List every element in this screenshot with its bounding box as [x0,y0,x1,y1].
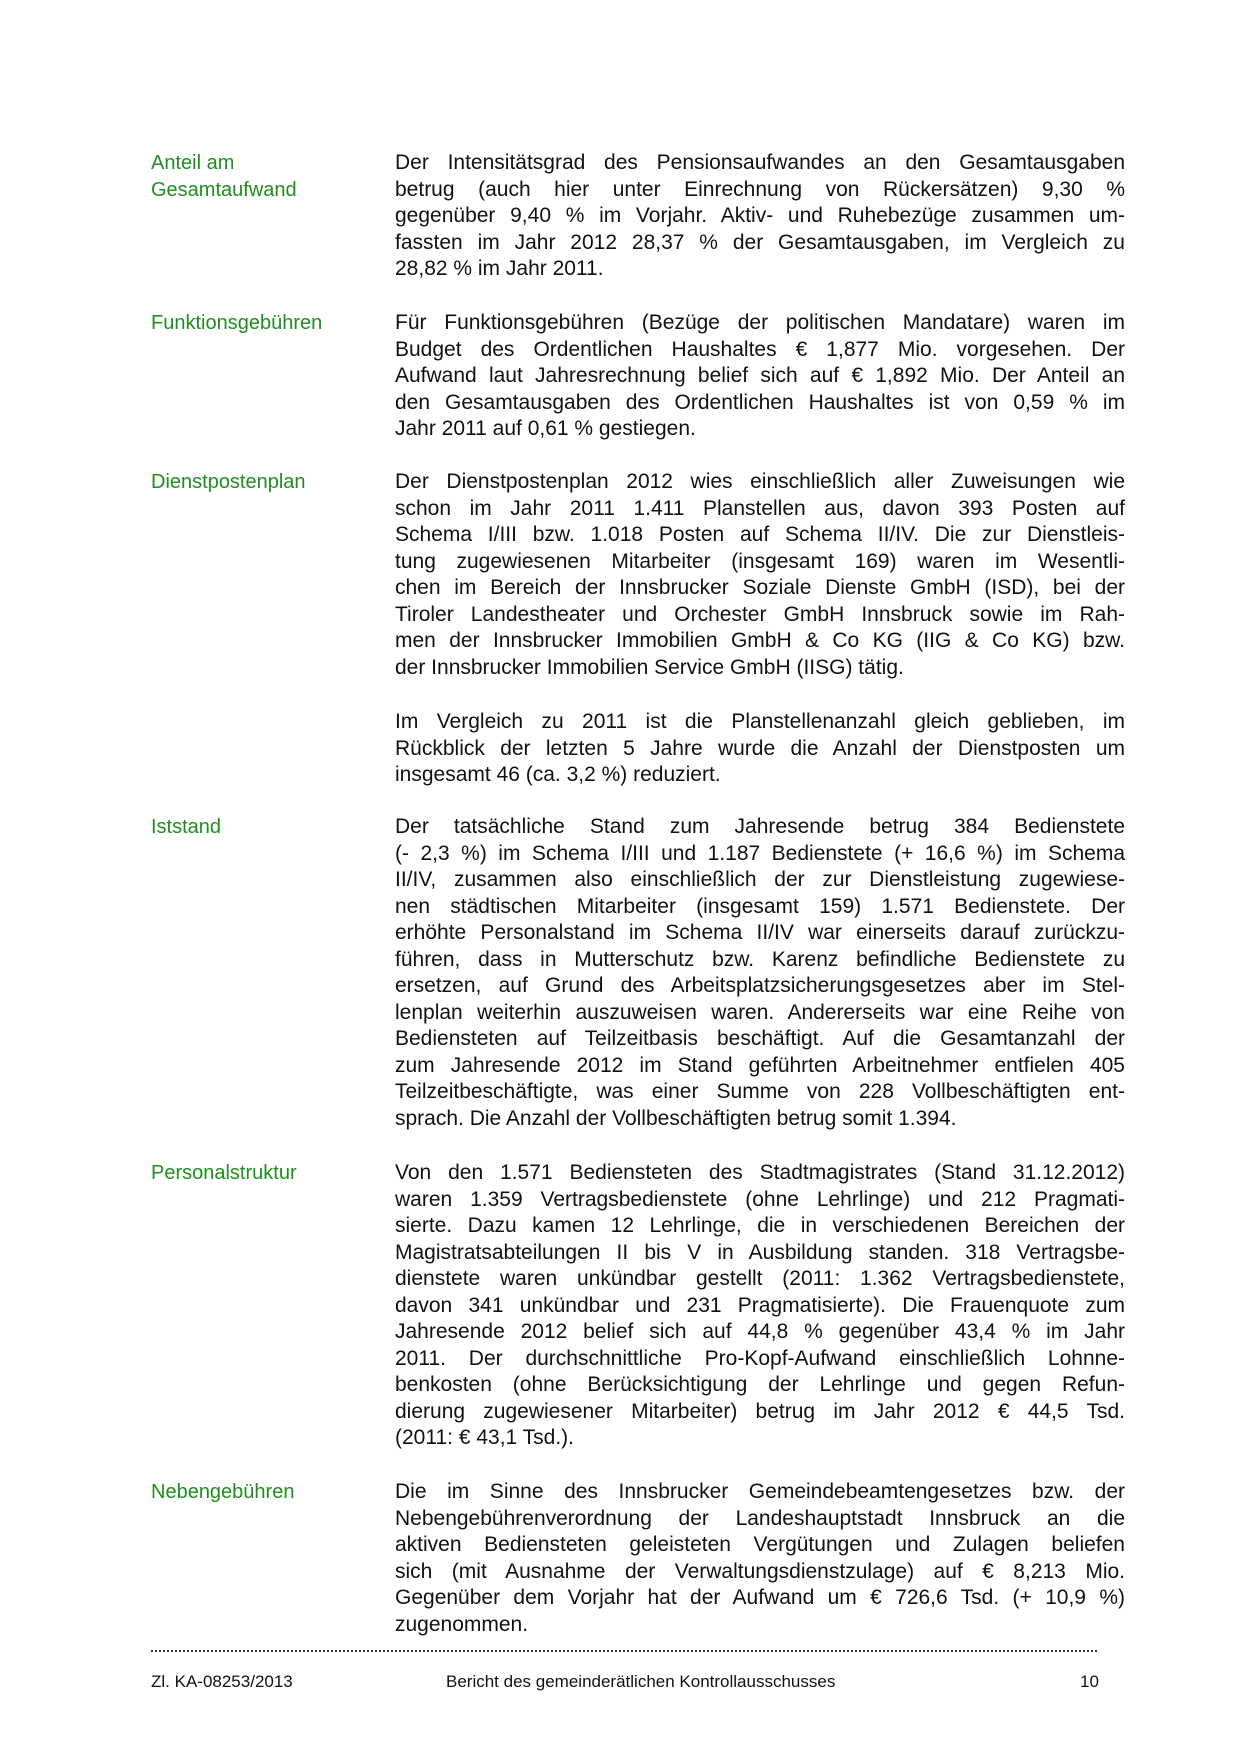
section-label-line: Dienstpostenplan [151,471,306,493]
paragraph-line: sierte. Dazu kamen 12 Lehrlinge, die in verschiedenen Bereichen der [395,1214,1125,1237]
paragraph-line: dienstete waren unkündbar gestellt (2011: 1.362 Vertragsbedienstete, [395,1267,1125,1290]
section-paragraph [395,709,1125,789]
paragraph-line: zugenommen. [395,1612,529,1636]
paragraph-line: tung zugewiesenen Mitarbeiter (insgesamt 169) waren im Wesentli- [395,549,1125,573]
paragraph-line: Für Funktionsgebühren (Bezüge der politischen Mandatare) waren im [395,311,1125,334]
paragraph-line: davon 341 unkündbar und 231 Pragmatisierte). Die Frauenquote zum [395,1293,1125,1317]
paragraph-line: Der tatsächliche Stand zum Jahresende betrug 384 Bedienstete [395,815,1125,838]
paragraph-line: Budget des Ordentlichen Haushaltes € 1,877 Mio. vorgesehen. Der [395,337,1125,361]
paragraph-line: Tiroler Landestheater und Orchester GmbH Innsbruck sowie im Rah- [395,602,1125,626]
section-label [151,1479,371,1506]
paragraph-line: Jahresende 2012 belief sich auf 44,8 % gegenüber 43,4 % im Jahr [395,1320,1125,1343]
section-paragraph [395,814,1125,1132]
paragraph-line: erhöhte Personalstand im Schema II/IV war einerseits darauf zurückzu- [395,921,1125,944]
paragraph-line: Die im Sinne des Innsbrucker Gemeindebeamtengesetzes bzw. der [395,1480,1125,1503]
paragraph-line: Aufwand laut Jahresrechnung belief sich auf € 1,892 Mio. Der Anteil an [395,364,1125,387]
paragraph-line: lenplan weiterhin auszuweisen waren. Andererseits war eine Reihe von [395,1000,1125,1024]
paragraph-line: Teilzeitbeschäftigte, was einer Summe von 228 Vollbeschäftigten ent- [395,1080,1125,1103]
footer-divider [151,1650,1097,1652]
paragraph-line: benkosten (ohne Berücksichtigung der Lehrlinge und gegen Refun- [395,1373,1125,1396]
paragraph-line: ersetzen, auf Grund des Arbeitsplatzsicherungsgesetzes aber im Stel- [395,974,1125,997]
paragraph-line: sich (mit Ausnahme der Verwaltungsdienstzulage) auf € 8,213 Mio. [395,1559,1125,1583]
section-label [151,469,371,496]
paragraph-line: 2011. Der durchschnittliche Pro-Kopf-Aufwand einschließlich Lohnne- [395,1346,1125,1370]
section-paragraph [395,469,1125,681]
section-label-line: Gesamtaufwand [151,178,297,201]
paragraph-line: Rückblick der letzten 5 Jahre wurde die Anzahl der Dienstposten um [395,736,1125,760]
paragraph-line: betrug (auch hier unter Einrechnung von Rückersätzen) 9,30 % [395,177,1125,201]
section-label [151,150,371,203]
paragraph-line: Der Dienstpostenplan 2012 wies einschließlich aller Zuweisungen wie [395,470,1125,493]
paragraph-line: Magistratsabteilungen II bis V in Ausbildung standen. 318 Vertragsbe- [395,1240,1125,1264]
paragraph-line: Gegenüber dem Vorjahr hat der Aufwand um € 726,6 Tsd. (+ 10,9 %) [395,1586,1125,1609]
paragraph-line: zum Jahresende 2012 im Stand geführten Arbeitnehmer entfielen 405 [395,1053,1125,1077]
section-label [151,1160,371,1187]
paragraph-line: Jahr 2011 auf 0,61 % gestiegen. [395,417,696,440]
paragraph-line: führen, dass in Mutterschutz bzw. Karenz befindliche Bedienstete zu [395,947,1125,971]
section-paragraph [395,1160,1125,1452]
section-paragraph [395,1479,1125,1638]
section-label-line: Anteil am [151,152,235,174]
paragraph-line: schon im Jahr 2011 1.411 Planstellen aus, davon 393 Posten auf [395,496,1125,520]
paragraph-line: Schema I/III bzw. 1.018 Posten auf Schema II/IV. Die zur Dienstleis- [395,523,1125,546]
page-number: 10 [1080,1672,1099,1691]
paragraph-line: 28,82 % im Jahr 2011. [395,257,604,280]
paragraph-line: waren 1.359 Vertragsbedienstete (ohne Lehrlinge) und 212 Pragmati- [395,1187,1125,1211]
paragraph-line: sprach. Die Anzahl der Vollbeschäftigten betrug somit 1.394. [395,1106,957,1130]
paragraph-line: Bediensteten auf Teilzeitbasis beschäftigt. Auf die Gesamtanzahl der [395,1027,1125,1050]
footer-reference: Zl. KA-08253/2013 [151,1672,293,1691]
paragraph-line: men der Innsbrucker Immobilien GmbH & Co KG (IIG & Co KG) bzw. [395,629,1125,652]
paragraph-line: (- 2,3 %) im Schema I/III und 1.187 Bedienstete (+ 16,6 %) im Schema [395,841,1125,865]
paragraph-line: Von den 1.571 Bediensteten des Stadtmagistrates (Stand 31.12.2012) [395,1161,1125,1184]
paragraph-line: dierung zugewiesener Mitarbeiter) betrug im Jahr 2012 € 44,5 Tsd. [395,1399,1125,1423]
paragraph-line: fassten im Jahr 2012 28,37 % der Gesamtausgaben, im Vergleich zu [395,230,1125,254]
section-label-line: Funktionsgebühren [151,312,323,334]
paragraph-line: Der Intensitätsgrad des Pensionsaufwandes an den Gesamtausgaben [395,151,1125,174]
paragraph-line: Nebengebührenverordnung der Landeshauptstadt Innsbruck an die [395,1506,1125,1530]
paragraph-line: II/IV, zusammen also einschließlich der zur Dienstleistung zugewiese- [395,868,1125,891]
section-paragraph [395,310,1125,443]
paragraph-line: aktiven Bediensteten geleisteten Vergütungen und Zulagen beliefen [395,1533,1125,1556]
paragraph-line: chen im Bereich der Innsbrucker Soziale Dienste GmbH (ISD), bei der [395,576,1125,599]
footer-title: Bericht des gemeinderätlichen Kontrollausschusses [446,1672,836,1691]
section-label [151,814,371,841]
section-label-line: Nebengebühren [151,1481,295,1503]
paragraph-line: Im Vergleich zu 2011 ist die Planstellenanzahl gleich geblieben, im [395,710,1125,733]
paragraph-line: (2011: € 43,1 Tsd.). [395,1426,575,1449]
section-label-line: Personalstruktur [151,1162,297,1184]
paragraph-line: der Innsbrucker Immobilien Service GmbH (IISG) tätig. [395,655,904,679]
paragraph-line: den Gesamtausgaben des Ordentlichen Haushaltes ist von 0,59 % im [395,390,1125,414]
paragraph-line: insgesamt 46 (ca. 3,2 %) reduziert. [395,763,721,786]
section-paragraph [395,150,1125,283]
section-label [151,310,371,337]
paragraph-line: gegenüber 9,40 % im Vorjahr. Aktiv- und Ruhebezüge zusammen um- [395,204,1125,227]
section-label-line: Iststand [151,816,222,838]
paragraph-line: nen städtischen Mitarbeiter (insgesamt 159) 1.571 Bedienstete. Der [395,894,1125,918]
